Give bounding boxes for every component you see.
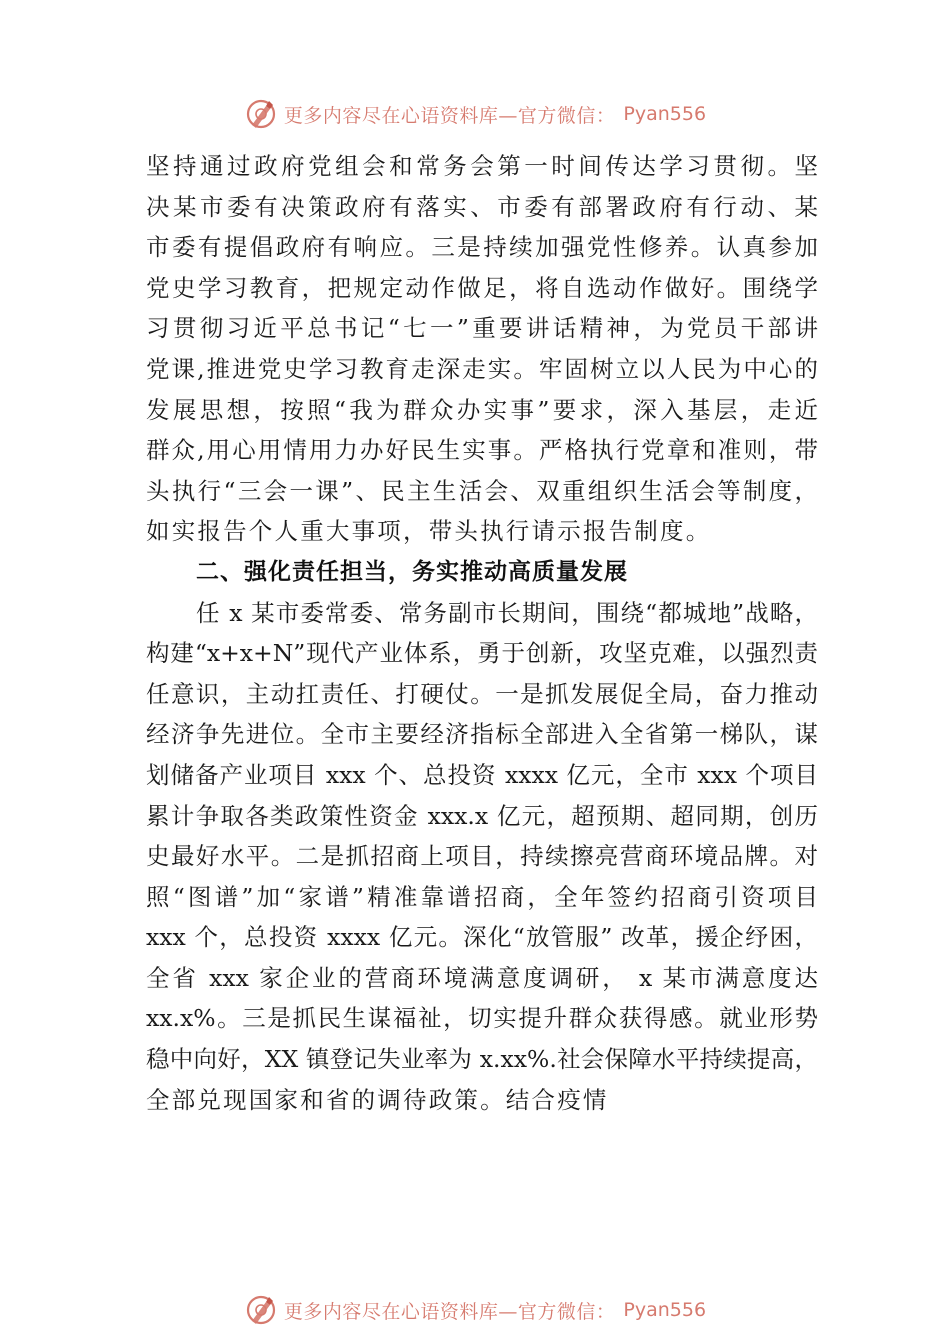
body-line: 决某市委有决策政府有落实、市委有部署政府有行动、某 bbox=[146, 192, 818, 221]
header-watermark bbox=[0, 94, 950, 134]
body-line: 习贯彻习近平总书记“七一”重要讲话精神，为党员干部讲 bbox=[146, 314, 818, 343]
body-line: 如实报告个人重大事项，带头执行请示报告制度。 bbox=[146, 517, 712, 546]
watermark-handle: Pyan556 bbox=[623, 1299, 707, 1321]
section-line: 史最好水平。二是抓招商上项目，持续擦亮营商环境品牌。对 bbox=[146, 842, 818, 871]
section-line: 稳中向好，XX 镇登记失业率为 x.xx%.社会保障水平持续提高， bbox=[146, 1045, 818, 1074]
section-heading: 二、强化责任担当，务实推动高质量发展 bbox=[196, 558, 628, 585]
footer-watermark bbox=[0, 1290, 950, 1330]
watermark-text: 更多内容尽在心语资料库—官方微信： bbox=[283, 1300, 616, 1323]
body-line: 党史学习教育，把规定动作做足，将自选动作做好。围绕学 bbox=[146, 273, 818, 302]
body-line: 坚持通过政府党组会和常务会第一时间传达学习贯彻。坚 bbox=[146, 152, 818, 180]
section-line: 任 x 某市委常委、常务副市长期间，围绕“都城地”战略， bbox=[196, 598, 818, 627]
body-line: 群众,用心用情用力办好民生实事。严格执行党章和准则，带 bbox=[146, 436, 818, 465]
watermark-handle: Pyan556 bbox=[623, 103, 707, 125]
body-line: 发展思想，按照“我为群众办实事”要求，深入基层，走近 bbox=[146, 395, 818, 424]
section-line: xxx 个，总投资 xxxx 亿元。深化“放管服” 改革，援企纾困， bbox=[146, 923, 818, 952]
body-line: 市委有提倡政府有响应。三是持续加强党性修养。认真参加 bbox=[146, 233, 818, 262]
body-line: 党课,推进党史学习教育走深走实。牢固树立以人民为中心的 bbox=[146, 354, 818, 383]
pen-logo-icon bbox=[244, 1293, 278, 1327]
section-line: 累计争取各类政策性资金 xxx.x 亿元，超预期、超同期，创历 bbox=[146, 801, 818, 830]
section-line: 划储备产业项目 xxx 个、总投资 xxxx 亿元，全市 xxx 个项目 bbox=[146, 760, 818, 789]
section-line: 构建“x+x+N”现代产业体系，勇于创新，攻坚克难，以强烈责 bbox=[146, 639, 818, 668]
watermark-text: 更多内容尽在心语资料库—官方微信： bbox=[283, 104, 616, 127]
section-line: 经济争先进位。全市主要经济指标全部进入全省第一梯队，谋 bbox=[146, 720, 818, 749]
document-body bbox=[146, 146, 818, 1120]
section-line: 全省 xxx 家企业的营商环境满意度调研， x 某市满意度达 bbox=[146, 963, 818, 992]
pen-logo-icon bbox=[244, 97, 278, 131]
section-line: 任意识，主动扛责任、打硬仗。一是抓发展促全局，奋力推动 bbox=[146, 679, 818, 708]
section-line: 全部兑现国家和省的调待政策。结合疫情 bbox=[146, 1085, 609, 1114]
section-line: xx.x%。三是抓民生谋福祉，切实提升群众获得感。就业形势 bbox=[146, 1004, 818, 1033]
section-line: 照“图谱”加“家谱”精准靠谱招商，全年签约招商引资项目 bbox=[146, 882, 818, 911]
body-line: 头执行“三会一课”、民主生活会、双重组织生活会等制度， bbox=[146, 476, 818, 505]
